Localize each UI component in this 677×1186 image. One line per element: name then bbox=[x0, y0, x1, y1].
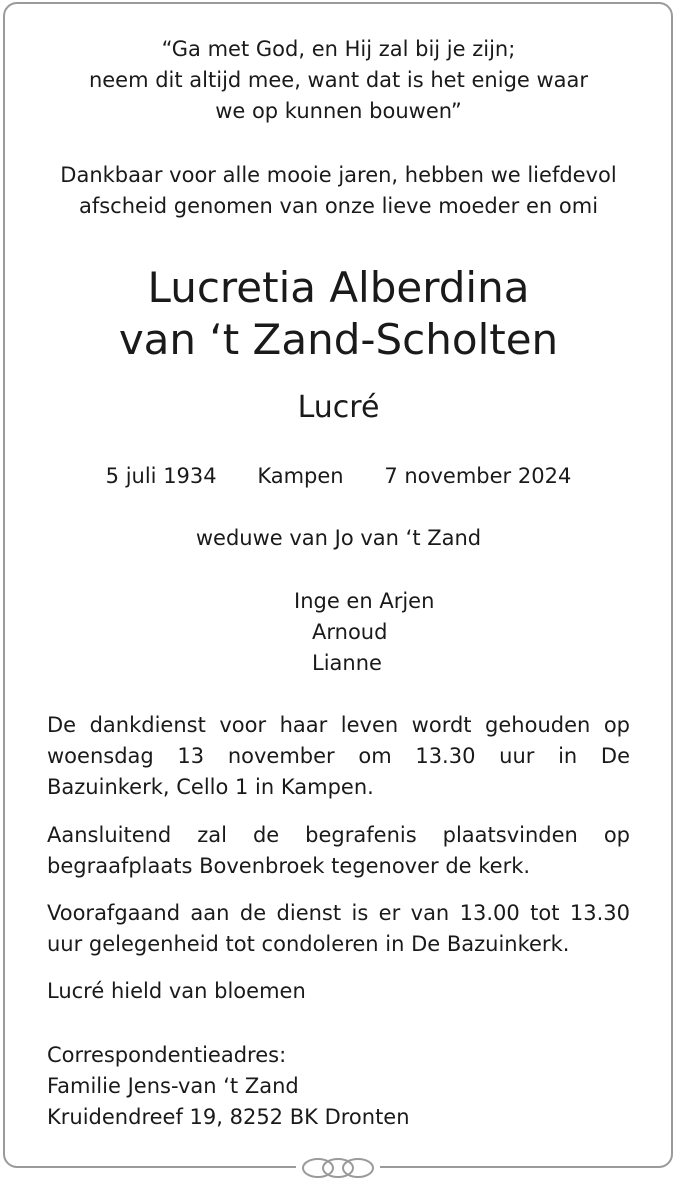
birth-date: 5 juli 1934 bbox=[105, 464, 217, 488]
flowers-note: Lucré hield van bloemen bbox=[47, 979, 306, 1003]
condolence-paragraph: Voorafgaand aan de dienst is er van 13.00 tot 13.30 uur gelegenheid tot condoleren in De Bazuinkerk. bbox=[47, 901, 630, 956]
correspondence-address bbox=[47, 1040, 410, 1133]
address-label: Correspondentieadres: bbox=[47, 1043, 287, 1067]
quote-line: neem dit altijd mee, want dat is het enige waar bbox=[88, 68, 589, 92]
name-line-1: Lucretia Alberdina bbox=[147, 263, 530, 312]
address-line: Familie Jens-van ‘t Zand bbox=[47, 1074, 299, 1098]
family-member: Arnoud bbox=[312, 620, 388, 644]
address-line: Kruidendreef 19, 8252 BK Dronten bbox=[47, 1105, 410, 1129]
burial-paragraph: Aansluitend zal de begrafenis plaatsvinden op begraafplaats Bovenbroek tegenover de kerk. bbox=[47, 823, 630, 878]
gratitude-text bbox=[0, 160, 677, 222]
life-dates bbox=[0, 462, 677, 490]
death-date: 7 november 2024 bbox=[384, 464, 572, 488]
place: Kampen bbox=[257, 464, 344, 488]
gratitude-line: afscheid genomen van onze lieve moeder en omi bbox=[78, 194, 599, 218]
nickname: Lucré bbox=[297, 390, 380, 425]
service-paragraph: De dankdienst voor haar leven wordt gehouden op woensdag 13 november om 13.30 uur in De Bazuinkerk, Cello 1 in Kampen. bbox=[47, 713, 630, 799]
family-member: Inge en Arjen bbox=[294, 589, 435, 613]
family-member: Lianne bbox=[312, 651, 382, 675]
quote-line: “Ga met God, en Hij zal bij je zijn; bbox=[161, 37, 516, 61]
quote-line: we op kunnen bouwen” bbox=[215, 99, 462, 123]
widow-of: weduwe van Jo van ‘t Zand bbox=[195, 526, 482, 550]
name-line-2: van ‘t Zand-Scholten bbox=[118, 315, 559, 364]
deceased-name bbox=[0, 262, 677, 366]
opening-quote bbox=[0, 34, 677, 127]
gratitude-line: Dankbaar voor alle mooie jaren, hebben we liefdevol bbox=[60, 163, 617, 187]
triple-loop-ornament-icon bbox=[296, 1156, 380, 1182]
family-list bbox=[294, 586, 434, 679]
